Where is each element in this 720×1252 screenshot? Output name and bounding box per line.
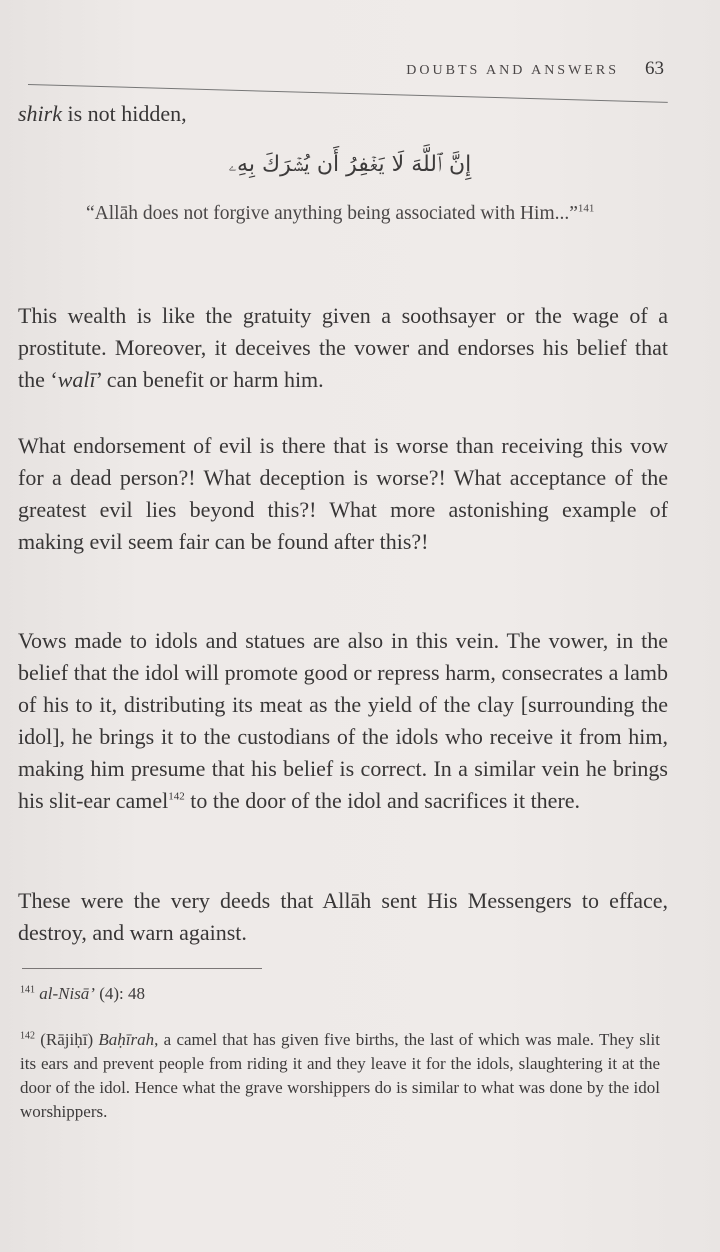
quote-text: “Allāh does not forgive anything being associated with Him...” [86,203,578,224]
paragraph-4: These were the very deeds that Allāh sent His Messengers to efface, destroy, and warn against. [18,888,668,945]
footnote-141 [20,982,660,1006]
paragraph-3 [18,625,668,817]
p3-text-a: Vows made to idols and statues are also in this vein. The vower, in the belief that the idol will promote good or repress harm, consecrates a lamb of his to it, distributing its meat as the yield of the clay [surrounding the idol], he brings it to the custodians of the idols who receive it from him, making him presume that his belief is correct. In a similar vein he brings his slit-ear camel [18,628,668,813]
p3-text-b: to the door of the idol and sacrifices it there. [184,788,581,813]
quote-footnote-ref: 141 [577,202,595,215]
intro-rest: is not hidden, [62,101,187,126]
footnote-141-number: 141 [20,984,35,996]
p1-text-a: This wealth is like the gratuity given a soothsayer or the wage of a prostitute. Moreover, it deceives the vower and endorses his belief that the ‘ [18,303,668,392]
paragraph-2: What endorsement of evil is there that is worse than receiving this vow for a dead person?! What deception is worse?! What acceptance of the greatest evil lies beyond this?! What more astonishing example of making evil seem fair can be found after this?! [18,433,668,554]
intro-line [18,98,668,130]
footnote-rule [22,968,262,969]
footnote-142-number: 142 [20,1030,35,1042]
footnote-142-text-b: , a camel that has given five births, the last of which was male. They slit its ears and prevent people from riding it and they leave it for the idols, slaughtering it at the door of the idol. Hence what the grave worshippers do is similar to what was done by the idol worshippers. [20,1030,660,1121]
page-header [406,58,664,80]
footnote-142 [20,1028,660,1124]
p3-footnote-ref: 142 [168,790,185,803]
footnote-142-term: Baḥīrah [98,1030,155,1049]
footnote-142-text-a: (Rājiḥī) [40,1030,99,1049]
footnote-141-rest: (4): 48 [94,984,146,1003]
footnote-141-source: al-Nisā’ [39,984,95,1003]
paragraph-1 [18,300,668,396]
arabic-verse: إِنَّ ٱللَّهَ لَا يَغۡفِرُ أَن يُشۡرَكَ بِهِۦ [228,152,472,177]
page-number: 63 [645,58,664,79]
p1-term: walī [57,367,96,392]
intro-term: shirk [18,101,62,126]
running-head: DOUBTS AND ANSWERS [406,63,619,78]
p1-text-b: ’ can benefit or harm him. [95,367,324,392]
verse-translation [86,200,606,228]
